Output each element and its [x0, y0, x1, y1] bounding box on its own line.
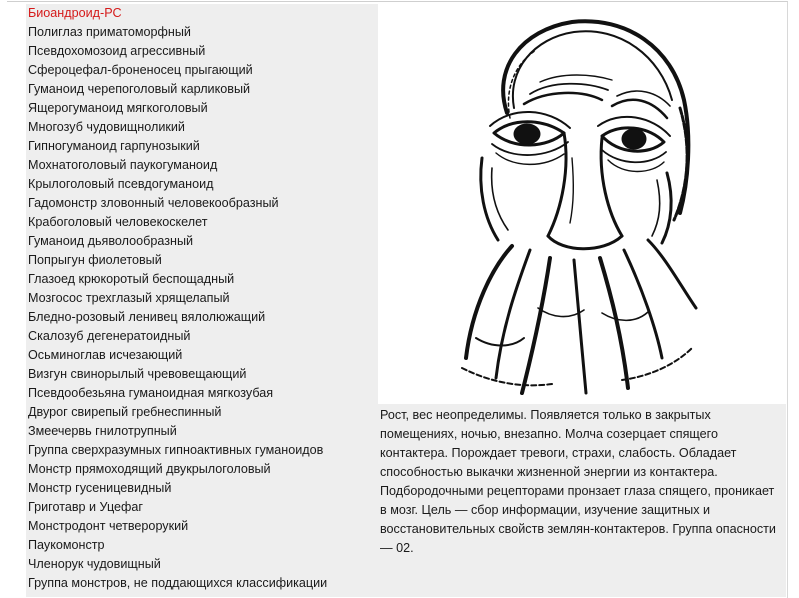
creature-list-item[interactable]: Глазоед крюкоротый беспощадный — [28, 272, 235, 286]
creature-list-item[interactable]: Монстр гусеницевидный — [28, 481, 172, 495]
creature-list-item[interactable]: Группа монстров, не поддающихся классификации — [28, 576, 328, 590]
creature-list-item[interactable]: Монстр прямоходящий двукрылоголовый — [28, 462, 271, 476]
creature-list — [26, 4, 378, 593]
creature-list-item[interactable]: Монстродонт четверорукий — [28, 519, 189, 533]
creature-list-item[interactable]: Гуманоид черепоголовый карликовый — [28, 82, 251, 96]
creature-list-item[interactable]: Сфероцефал-броненосец прыгающий — [28, 63, 253, 77]
creature-list-item[interactable]: Гуманоид дьяволообразный — [28, 234, 194, 248]
creature-list-item[interactable]: Крабоголовый человекоскелет — [28, 215, 208, 229]
creature-list-item[interactable]: Псевдообезьяна гуманоидная мягкозубая — [28, 386, 274, 400]
creature-list-item[interactable]: Мохнатоголовый паукогуманоид — [28, 158, 218, 172]
creature-list-panel — [26, 4, 378, 597]
creature-list-item[interactable]: Псевдохомозоид агрессивный — [28, 44, 206, 58]
creature-list-item[interactable]: Паукомонстр — [28, 538, 105, 552]
creature-list-item[interactable]: Крылоголовый псевдогуманоид — [28, 177, 214, 191]
creature-list-item[interactable]: Попрыгун фиолетовый — [28, 253, 162, 267]
creature-list-item[interactable]: Осьминоглав исчезающий — [28, 348, 183, 362]
creature-list-item[interactable]: Полиглаз приматоморфный — [28, 25, 191, 39]
creature-list-item[interactable]: Многозуб чудовищноликий — [28, 120, 185, 134]
creature-list-item[interactable]: Гипногуманоид гарпунозыкий — [28, 139, 200, 153]
creature-list-item[interactable]: Бледно-розовый ленивец вялолюжащий — [28, 310, 266, 324]
creature-list-item[interactable]: Членорук чудовищный — [28, 557, 161, 571]
creature-description-panel — [378, 404, 786, 597]
creature-list-item[interactable]: Ящерогуманоид мягкоголовый — [28, 101, 208, 115]
creature-list-item[interactable]: Группа сверхразумных гипноактивных гуманоидов — [28, 443, 324, 457]
creature-list-item[interactable]: Змеечервь гнилотрупный — [28, 424, 177, 438]
creature-list-item[interactable]: Мозгосос трехглазый хрящелапый — [28, 291, 230, 305]
creature-sketch-illustration — [452, 8, 712, 400]
creature-list-item[interactable]: Биоандроид-РС — [28, 6, 122, 20]
creature-list-item[interactable]: Гадомонстр зловонный человекообразный — [28, 196, 279, 210]
creature-list-item[interactable]: Двурог свирепый гребнеспинный — [28, 405, 222, 419]
creature-list-item[interactable]: Визгун свинорылый чревовещающий — [28, 367, 247, 381]
creature-illustration — [452, 8, 712, 400]
creature-list-item[interactable]: Григотавр и Уцефаг — [28, 500, 144, 514]
creature-list-item[interactable]: Скалозуб дегенератоидный — [28, 329, 191, 343]
creature-description: Рост, вес неопределимы. Появляется только в закрытых помещениях, ночью, внезапно. Молча созерцает спящего контактера. Порождает тревоги, страхи, слабость. Обладает способностью выкачки жизненной энергии из контактера. Подбородочными рецепторами пронзает глаза спящего, проникает в мозг. Цель — сбор информации, изучение защитных и восстановительных свойств землян-контактеров. Группа опасности — 02. — [380, 408, 776, 555]
